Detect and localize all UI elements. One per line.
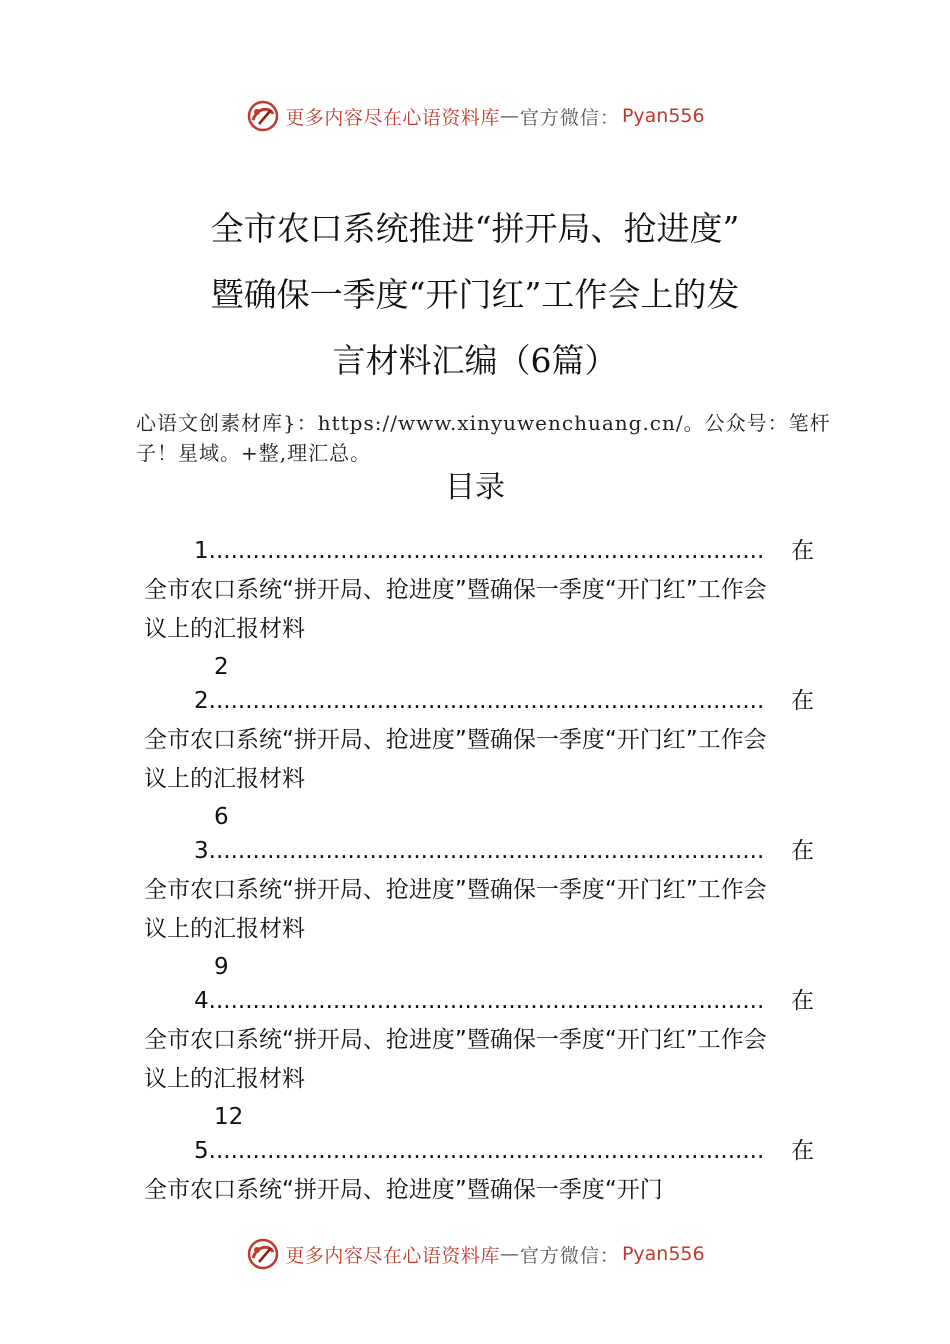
toc-page-number: 6 [214,804,229,830]
toc-tail: 在 [790,1138,814,1164]
toc-number: 5. [194,1138,216,1164]
toc-leader-line [194,983,814,1019]
toc-tail: 在 [790,688,814,714]
toc-page-number: 9 [214,954,229,980]
watermark-wechat-label: 官方微信： [519,106,620,129]
toc-entry-title: 全市农口系统“拼开局、抢进度”暨确保一季度“开门红”工作会议上的汇报材料 [144,727,767,792]
watermark-text: 更多内容尽在心语资料库 [285,1244,500,1267]
toc-dot-leader: ........................................................................... [215,1138,765,1164]
title-line-3: 言材料汇编（6篇） [332,341,618,380]
toc-entry-title: 全市农口系统“拼开局、抢进度”暨确保一季度“开门 [144,1177,663,1203]
toc-page-number: 2 [214,654,229,680]
toc-dot-leader: ........................................................................... [215,838,765,864]
toc-leader-line [194,683,814,719]
toc-entry[interactable] [144,983,844,1133]
toc-number: 4. [194,988,216,1014]
toc-dot-leader: ........................................................................... [215,538,765,564]
toc-number: 1. [194,538,216,564]
watermark-wechat-id: Pyan556 [621,105,705,127]
watermark-dash: — [499,105,520,127]
toc-number: 3. [194,838,216,864]
red-swirl-logo-icon [245,98,281,134]
watermark-wechat-label: 官方微信： [519,1244,620,1267]
table-of-contents [144,533,844,1283]
toc-leader-line [194,833,814,869]
toc-leader-line [194,533,814,569]
toc-entry-title: 全市农口系统“拼开局、抢进度”暨确保一季度“开门红”工作会议上的汇报材料 [144,577,767,642]
toc-tail: 在 [790,538,814,564]
footer-watermark [0,1234,950,1274]
toc-dot-leader: ........................................................................... [215,688,765,714]
toc-heading: 目录 [445,470,505,505]
toc-tail: 在 [790,838,814,864]
toc-number: 2. [194,688,216,714]
toc-entry-title: 全市农口系统“拼开局、抢进度”暨确保一季度“开门红”工作会议上的汇报材料 [144,877,767,942]
title-line-1: 全市农口系统推进“拼开局、抢进度” [210,209,740,248]
watermark-wechat-id: Pyan556 [621,1243,705,1265]
watermark-dash: — [499,1243,520,1265]
document-title [0,196,950,394]
toc-entry[interactable] [144,533,844,683]
toc-entry[interactable] [144,833,844,983]
source-note: 心语文创素材库}：https://www.xinyuwenchuang.cn/。公众号：笔杆子！星域。+整,理汇总。 [136,411,831,465]
watermark-text: 更多内容尽在心语资料库 [285,106,500,129]
title-line-2: 暨确保一季度“开门红”工作会上的发 [210,275,740,314]
red-swirl-logo-icon [245,1236,281,1272]
toc-leader-line [194,1133,814,1169]
toc-page-number: 12 [214,1104,244,1130]
toc-entry-title: 全市农口系统“拼开局、抢进度”暨确保一季度“开门红”工作会议上的汇报材料 [144,1027,767,1092]
header-watermark [0,96,950,136]
toc-tail: 在 [790,988,814,1014]
toc-dot-leader: ........................................................................... [215,988,765,1014]
toc-entry[interactable] [144,683,844,833]
